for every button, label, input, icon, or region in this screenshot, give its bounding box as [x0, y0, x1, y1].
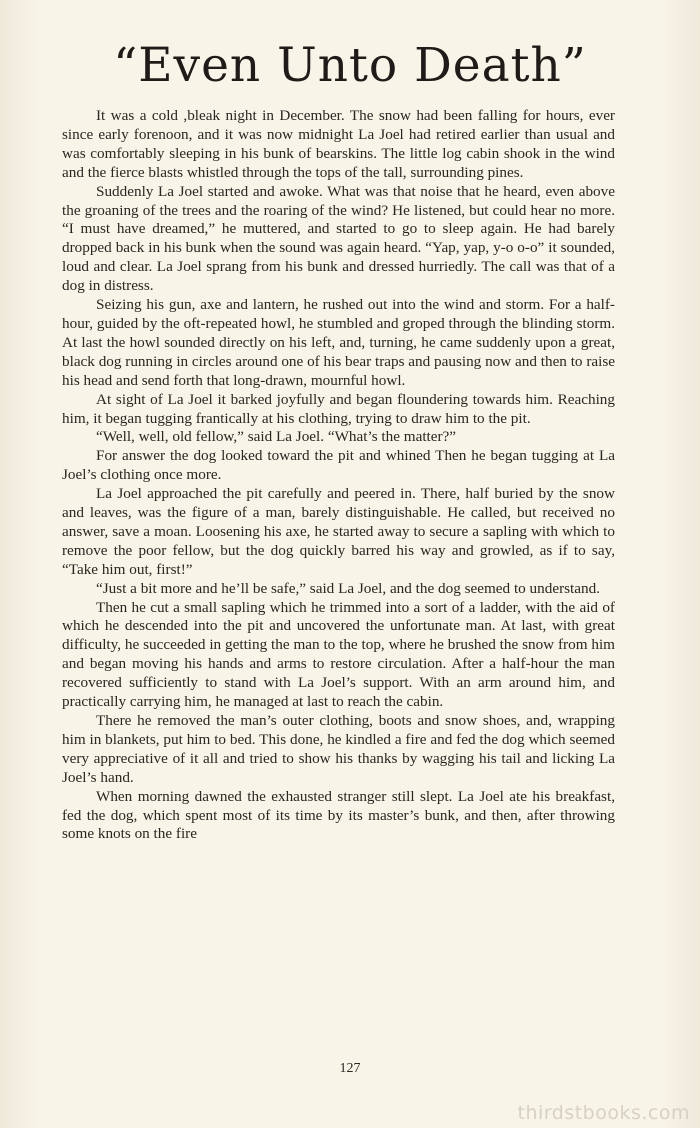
- story-title: “Even Unto Death”: [113, 38, 587, 93]
- paragraph-1: It was a cold ,bleak night in December. The snow had been falling for hours, ever since early forenoon, and it was now midnight La Joel had retired earlier than usual and was comfortably sleeping in his bunk of bearskins. The little log cabin shook in the wind and the fierce blasts whistled through the tops of the tall, surrounding pines.: [62, 107, 615, 181]
- paragraph-9: Then he cut a small sapling which he trimmed into a sort of a ladder, with the aid of which he descended into the pit and uncovered the unfortunate man. At last, with great difficulty, he succeeded in getting the man to the top, where he brushed the snow from him and began moving his hands and arms to restore circulation. After a half-hour the man recovered sufficiently to stand with La Joel’s support. With an arm around him, and practically carrying him, he managed at last to reach the cabin.: [62, 598, 615, 711]
- paragraph-5: “Well, well, old fellow,” said La Joel. “What’s the matter?”: [96, 428, 457, 446]
- paragraph-2: Suddenly La Joel started and awoke. What was that noise that he heard, even above the groaning of the trees and the roaring of the wind? He listened, but could hear no more. “I must have dreamed,” he muttered, and started to go to sleep again. He had barely dropped back in his bunk when the sound was again heard. “Yap, yap, y-o o-o” it sounded, loud and clear. La Joel sprang from his bunk and dressed hurriedly. The call was that of a dog in distress.: [62, 182, 615, 295]
- paragraph-6: For answer the dog looked toward the pit and whined Then he began tugging at La Joel’s clothing once more.: [62, 447, 615, 484]
- story-body: [62, 107, 615, 844]
- page-number: 127: [339, 1061, 361, 1076]
- paragraph-11: When morning dawned the exhausted stranger still slept. La Joel ate his breakfast, fed the dog, which spent most of its time by its master’s bunk, and then, after throwing some knots on the fire: [62, 787, 615, 843]
- paragraph-10: There he removed the man’s outer clothing, boots and snow shoes, and, wrapping him in blankets, put him to bed. This done, he kindled a fire and fed the dog which seemed very appreciative of it all and tried to show his thanks by wagging his tail and licking La Joel’s hand.: [62, 712, 615, 786]
- paragraph-8: “Just a bit more and he’ll be safe,” said La Joel, and the dog seemed to understand.: [96, 579, 600, 597]
- paragraph-7: La Joel approached the pit carefully and peered in. There, half buried by the snow and leaves, was the figure of a man, barely distinguishable. He called, but received no answer, save a moan. Loosening his axe, he started away to secure a sapling with which to remove the poor fellow, but the dog quickly barred his way and growled, as if to say, “Take him out, first!”: [62, 485, 615, 578]
- paragraph-3: Seizing his gun, axe and lantern, he rushed out into the wind and storm. For a half-hour, guided by the oft-repeated howl, he stumbled and groped through the blinding storm. At last the howl sounded directly on his left, and, turning, he came suddenly upon a great, black dog running in circles around one of his bear traps and pausing now and then to raise his head and send forth that long-drawn, mournful howl.: [62, 296, 615, 389]
- paragraph-4: At sight of La Joel it barked joyfully and began floundering towards him. Reaching him, it began tugging frantically at his clothing, trying to draw him to the pit.: [62, 390, 615, 427]
- watermark: thirdstbooks.com: [517, 1102, 690, 1124]
